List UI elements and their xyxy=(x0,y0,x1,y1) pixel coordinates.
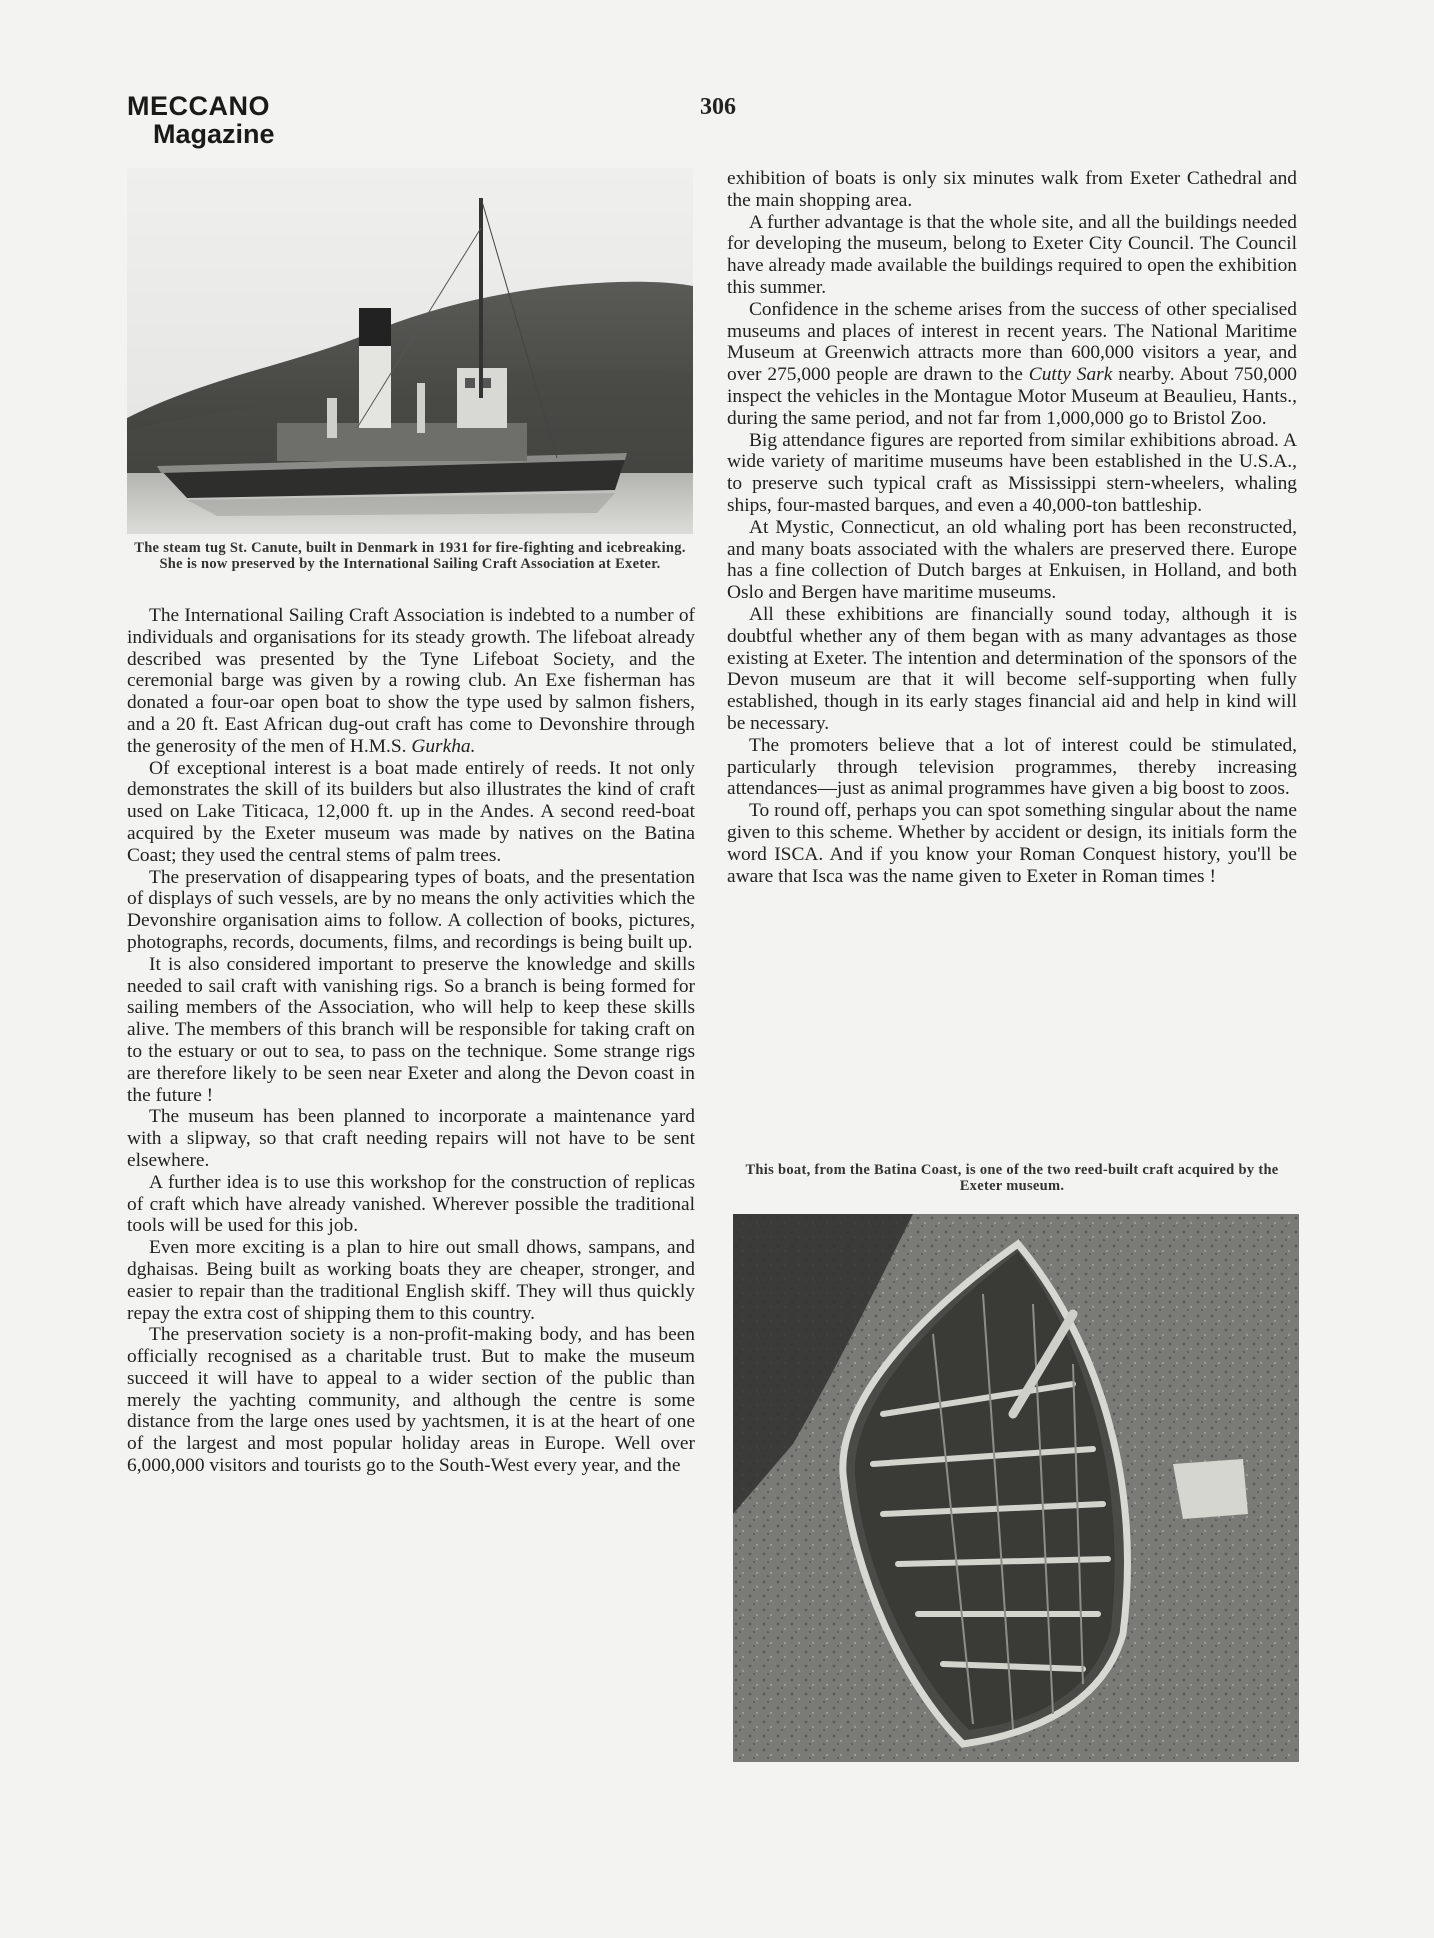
paragraph-text: nearby. About 750,000 inspect the vehicles in the Montague Motor Museum at Beaulieu, Hants., during the same period, and not far from 1,000,000 go to Bristol Zoo. xyxy=(727,364,1297,429)
tug-photo xyxy=(127,168,693,534)
paragraph: Of exceptional interest is a boat made entirely of reeds. It not only demonstrates the skill of its builders but also illustrates the kind of craft used on Lake Titicaca, 12,000 ft. up in the Andes. A second reed-boat acquired by the Exeter museum was made by natives on the Batina Coast; they used the central stems of palm trees. xyxy=(127,757,695,866)
paragraph: To round off, perhaps you can spot something singular about the name given to this scheme. Whether by accident or design, its initials form the word ISCA. And if you know your Roman Conquest history, you'll be aware that Isca was the name given to Exeter in Roman times ! xyxy=(727,800,1297,887)
paragraph xyxy=(127,605,695,758)
reed-boat-photo xyxy=(733,1214,1299,1762)
paragraph: Big attendance figures are reported from similar exhibitions abroad. A wide variety of maritime museums have been established in the U.S.A., to preserve such typical craft as Mississippi stern-wheelers, whaling ships, four-masted barques, and even a 40,000-ton battleship. xyxy=(727,429,1297,516)
ship-name: Cutty Sark xyxy=(1028,364,1113,386)
paragraph: The museum has been planned to incorporate a maintenance yard with a slipway, so that craft needing repairs will not have to be sent elsewhere. xyxy=(127,1106,695,1171)
paragraph: It is also considered important to preserve the knowledge and skills needed to sail craft with vanishing rigs. So a branch is being formed for sailing members of the Association, who will help to keep these skills alive. The members of this branch will be responsible for taking craft on to the estuary or out to sea, to pass on the technique. Some strange rigs are therefore likely to be seen near Exeter and along the Devon coast in the future ! xyxy=(127,953,695,1106)
paragraph: All these exhibitions are financially sound today, although it is doubtful whether any of them began with as many advantages as those existing at Exeter. The intention and determination of the sponsors of the Devon museum are that it will become self-supporting when fully established, though in its early stages financial aid and help in kind will be necessary. xyxy=(727,603,1297,734)
paragraph: At Mystic, Connecticut, an old whaling port has been reconstructed, and many boats associated with the whalers are preserved there. Europe has a fine collection of Dutch barges at Enkuisen, in Holland, and both Oslo and Bergen have maritime museums. xyxy=(727,516,1297,604)
reed-boat-caption: This boat, from the Batina Coast, is one of the two reed-built craft acquired by the Exeter museum. xyxy=(745,1162,1279,1194)
masthead-title: MECCANO xyxy=(127,91,270,121)
paragraph: A further advantage is that the whole site, and all the buildings needed for developing the museum, belong to Exeter City Council. The Council have already made available the buildings required to open the exhibition this summer. xyxy=(727,211,1297,298)
paragraph: The promoters believe that a lot of interest could be stimulated, particularly through television programmes, thereby increasing attendances—just as animal programmes have given a big boost to zoos. xyxy=(727,734,1297,800)
page-number: 306 xyxy=(700,94,736,120)
paragraph: exhibition of boats is only six minutes walk from Exeter Cathedral and the main shopping area. xyxy=(727,168,1297,211)
tug-photo-caption: The steam tug St. Canute, built in Denmark in 1931 for fire-fighting and icebreaking. She is now preserved by the International Sailing Craft Association at Exeter. xyxy=(134,540,686,572)
masthead-subtitle: Magazine xyxy=(153,119,275,150)
right-column xyxy=(727,168,1297,887)
paragraph: The preservation society is a non-profit-making body, and has been officially recognised as a charitable trust. But to make the museum succeed it will have to appeal to a wider section of the public than merely the yachting community, and although the centre is some distance from the large ones used by yachtsmen, it is at the heart of one of the largest and most popular holiday areas in Europe. Well over 6,000,000 visitors and tourists go to the South-West every year, and the xyxy=(127,1324,695,1477)
paragraph-text: Confidence in the scheme arises from the success of other specialised museums and places of interest in recent years. The National Maritime Museum at Greenwich attracts more than 600,000 visitors a year, and over 275,000 people are drawn to the xyxy=(727,298,1297,386)
masthead xyxy=(127,92,275,149)
paragraph xyxy=(727,299,1297,430)
paragraph: The preservation of disappearing types of boats, and the presentation of displays of such vessels, are by no means the only activities which the Devonshire organisation aims to follow. A collection of books, pictures, photographs, records, documents, films, and recordings is being built up. xyxy=(127,866,695,953)
paragraph: A further idea is to use this workshop for the construction of replicas of craft which have already vanished. Wherever possible the traditional tools will be used for this job. xyxy=(127,1171,695,1237)
paragraph-text: The International Sailing Craft Association is indebted to a number of individuals and organisations for its steady growth. The lifeboat already described was presented by the Tyne Lifeboat Society, and the ceremonial barge was given by a rowing club. An Exe fisherman has donated a four-oar open boat to show the type used by salmon fishers, and a 20 ft. East African dug-out craft has come to Devonshire through the generosity of the men of H.M.S. xyxy=(127,605,695,757)
paragraph: Even more exciting is a plan to hire out small dhows, sampans, and dghaisas. Being built as working boats they are cheaper, stronger, and easier to repair than the traditional English skiff. They will thus quickly repay the extra cost of shipping them to this country. xyxy=(127,1237,695,1324)
left-column xyxy=(127,605,695,1477)
ship-name: Gurkha. xyxy=(411,735,476,757)
